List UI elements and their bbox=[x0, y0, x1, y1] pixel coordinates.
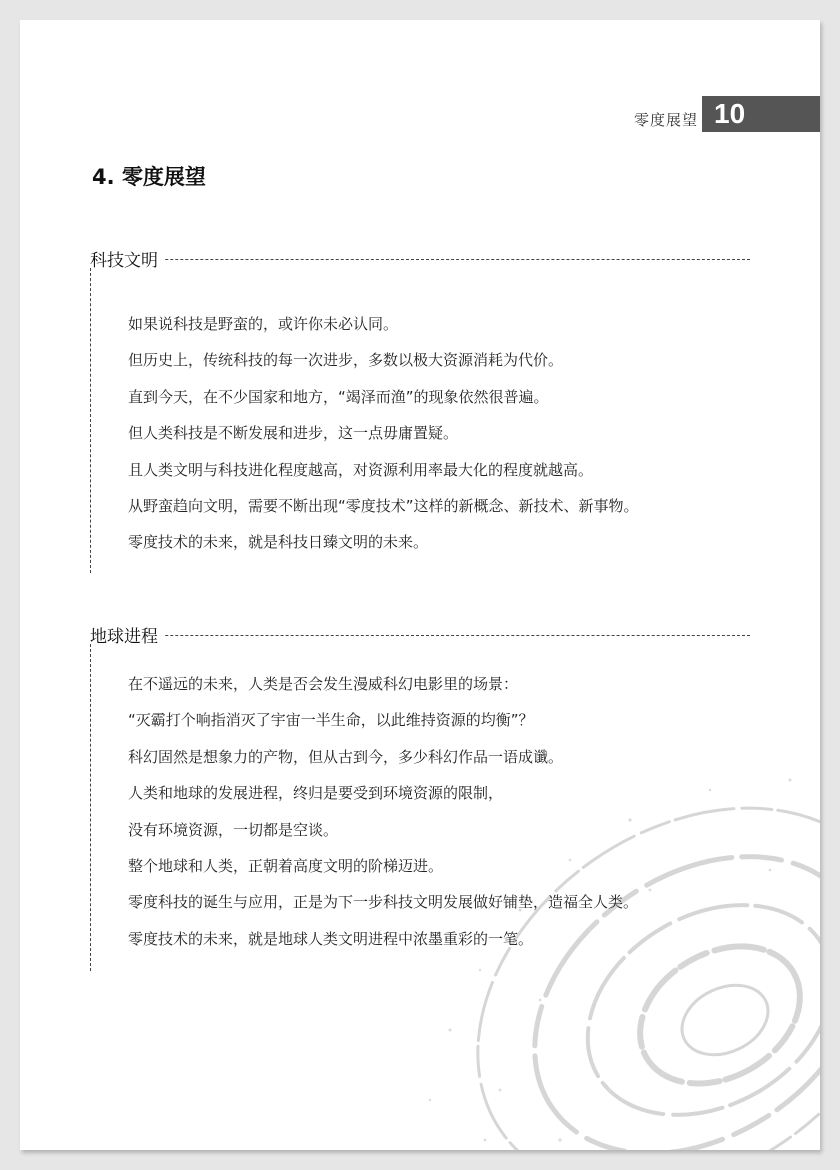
dashed-rule-horizontal bbox=[90, 635, 750, 636]
section-header bbox=[90, 246, 750, 274]
page-number-badge: 10 bbox=[702, 96, 820, 132]
section-body bbox=[128, 306, 639, 561]
body-line: 零度技术的未来，就是科技日臻文明的未来。 bbox=[128, 533, 429, 552]
dashed-rule-vertical bbox=[90, 268, 91, 573]
section-title: 科技文明 bbox=[90, 246, 164, 271]
body-line: 科幻固然是想象力的产物，但从古到今，多少科幻作品一语成谶。 bbox=[128, 747, 564, 766]
chapter-title: 4. 零度展望 bbox=[92, 165, 206, 189]
section-tech-civilization bbox=[90, 246, 750, 552]
document-page bbox=[20, 20, 820, 1150]
body-line: 整个地球和人类，正朝着高度文明的阶梯迈进。 bbox=[128, 857, 444, 876]
body-line: 但人类科技是不断发展和进步，这一点毋庸置疑。 bbox=[128, 424, 459, 443]
section-body bbox=[128, 666, 638, 957]
body-line: 直到今天，在不少国家和地方，“竭泽而渔”的现象依然很普遍。 bbox=[128, 387, 549, 406]
section-header bbox=[90, 622, 750, 650]
section-earth-progress bbox=[90, 622, 750, 948]
body-line: 人类和地球的发展进程，终归是要受到环境资源的限制， bbox=[128, 784, 504, 803]
body-line: 在不遥远的未来，人类是否会发生漫威科幻电影里的场景： bbox=[128, 675, 519, 693]
body-line: 如果说科技是野蛮的，或许你未必认同。 bbox=[128, 315, 399, 333]
header-section-label: 零度展望 bbox=[633, 111, 698, 129]
body-line: “灭霸打个响指消灭了宇宙一半生命，以此维持资源的均衡”？ bbox=[128, 711, 534, 730]
body-line: 零度科技的诞生与应用，正是为下一步科技文明发展做好铺垫，造福全人类。 bbox=[128, 893, 639, 912]
body-line: 且人类文明与科技进化程度越高，对资源利用率最大化的程度就越高。 bbox=[128, 460, 594, 479]
body-line: 但历史上，传统科技的每一次进步，多数以极大资源消耗为代价。 bbox=[128, 351, 564, 370]
body-line: 从野蛮趋向文明，需要不断出现“零度技术”这样的新概念、新技术、新事物。 bbox=[128, 497, 639, 516]
body-line: 没有环境资源，一切都是空谈。 bbox=[128, 820, 339, 839]
body-line: 零度技术的未来，就是地球人类文明进程中浓墨重彩的一笔。 bbox=[128, 929, 534, 948]
dashed-rule-horizontal bbox=[90, 259, 750, 260]
section-title: 地球进程 bbox=[90, 622, 164, 647]
dashed-rule-vertical bbox=[90, 644, 91, 971]
